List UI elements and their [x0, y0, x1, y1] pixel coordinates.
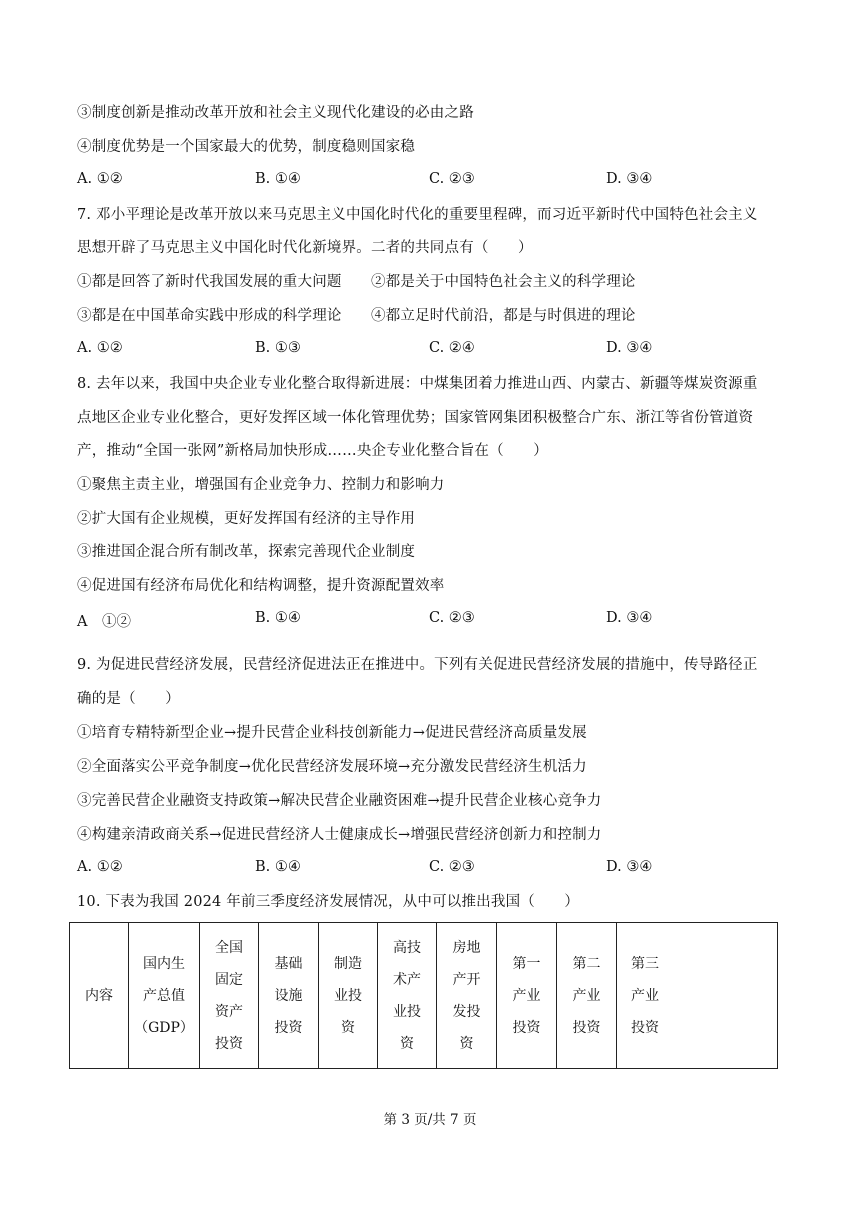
q7-stem-line2: 思想开辟了马克思主义中国化时代化新境界。二者的共同点有（ ） — [77, 240, 533, 256]
q6-options — [77, 171, 777, 191]
option-b: B. ①④ — [255, 171, 301, 187]
option-a: A. ①② — [77, 340, 123, 356]
option-d: D. ③④ — [606, 610, 653, 626]
table-header-cell: 第二 产业 投资 — [557, 923, 617, 1069]
q7-stem-line1: 7. 邓小平理论是改革开放以来马克思主义中国化时代化的重要里程碑，而习近平新时代中国特色社会主义 — [77, 207, 758, 223]
option-a: A ①② — [77, 614, 131, 630]
q9-statement-3: ③完善民营企业融资支持政策→解决民营企业融资困难→提升民营企业核心竞争力 — [77, 793, 602, 809]
q8-stem-line3: 产，推动“全国一张网”新格局加快形成……央企专业化整合旨在（ ） — [77, 443, 548, 459]
q9-statement-4: ④构建亲清政商关系→促进民营经济人士健康成长→增强民营经济创新力和控制力 — [77, 827, 602, 843]
option-c: C. ②③ — [429, 859, 475, 875]
q9-statement-2: ②全面落实公平竞争制度→优化民营经济发展环境→充分激发民营经济生机活力 — [77, 759, 587, 775]
q8-stem-line1: 8. 去年以来，我国中央企业专业化整合取得新进展：中煤集团着力推进山西、内蒙古、新疆等煤炭资源重 — [77, 376, 758, 392]
q9-stem-line2: 确的是（ ） — [77, 691, 180, 707]
table-header-cell: 房地 产开 发投 资 — [437, 923, 497, 1069]
option-a: A. ①② — [77, 859, 123, 875]
option-b: B. ①④ — [255, 610, 301, 626]
option-d: D. ③④ — [606, 171, 653, 187]
page-footer: 第 3 页/共 7 页 — [383, 1112, 477, 1128]
q9-options — [77, 859, 777, 879]
q9-statement-1: ①培育专精特新型企业→提升民营企业科技创新能力→促进民营经济高质量发展 — [77, 725, 587, 741]
option-c: C. ②③ — [429, 171, 475, 187]
q9-stem-line1: 9. 为促进民营经济发展，民营经济促进法正在推进中。下列有关促进民营经济发展的措施中，传导路径正 — [77, 657, 758, 673]
q8-statement-4: ④促进国有经济布局优化和结构调整，提升资源配置效率 — [77, 578, 445, 594]
q10-stem: 10. 下表为我国 2024 年前三季度经济发展情况，从中可以推出我国（ ） — [77, 894, 580, 910]
q8-options — [77, 610, 777, 630]
q8-statement-3: ③推进国企混合所有制改革，探索完善现代企业制度 — [77, 544, 416, 560]
table-header-row — [70, 923, 778, 1069]
option-d: D. ③④ — [606, 340, 653, 356]
q8-statement-2: ②扩大国有企业规模，更好发挥国有经济的主导作用 — [77, 511, 416, 527]
q7-statements-1-2: ①都是回答了新时代我国发展的重大问题 ②都是关于中国特色社会主义的科学理论 — [77, 274, 636, 290]
table-header-cell: 全国 固定 资产 投资 — [200, 923, 259, 1069]
option-c: C. ②④ — [429, 340, 475, 356]
q8-statement-1: ①聚焦主责主业，增强国有企业竞争力、控制力和影响力 — [77, 477, 445, 493]
q6-statement-3: ③制度创新是推动改革开放和社会主义现代化建设的必由之路 — [77, 105, 474, 121]
table-header-cell: 国内生 产总值 （GDP） — [129, 923, 200, 1069]
economy-table — [69, 922, 778, 1069]
table-header-cell: 基础 设施 投资 — [259, 923, 319, 1069]
option-b: B. ①④ — [255, 859, 301, 875]
option-b: B. ①③ — [255, 340, 301, 356]
option-d: D. ③④ — [606, 859, 653, 875]
table-header-cell: 第一 产业 投资 — [497, 923, 557, 1069]
option-a: A. ①② — [77, 171, 123, 187]
q6-statement-4: ④制度优势是一个国家最大的优势，制度稳则国家稳 — [77, 139, 416, 155]
q7-statements-3-4: ③都是在中国革命实践中形成的科学理论 ④都立足时代前沿，都是与时俱进的理论 — [77, 308, 636, 324]
table-header-cell: 高技 术产 业投 资 — [378, 923, 437, 1069]
table-header-cell: 制造 业投 资 — [319, 923, 378, 1069]
option-c: C. ②③ — [429, 610, 475, 626]
q7-options — [77, 340, 777, 360]
table-header-cell: 内容 — [70, 923, 129, 1069]
table-header-cell: 第三 产业 投资 — [617, 923, 778, 1069]
q8-stem-line2: 点地区企业专业化整合，更好发挥区域一体化管理优势；国家管网集团积极整合广东、浙江等省份管道资 — [77, 410, 754, 426]
